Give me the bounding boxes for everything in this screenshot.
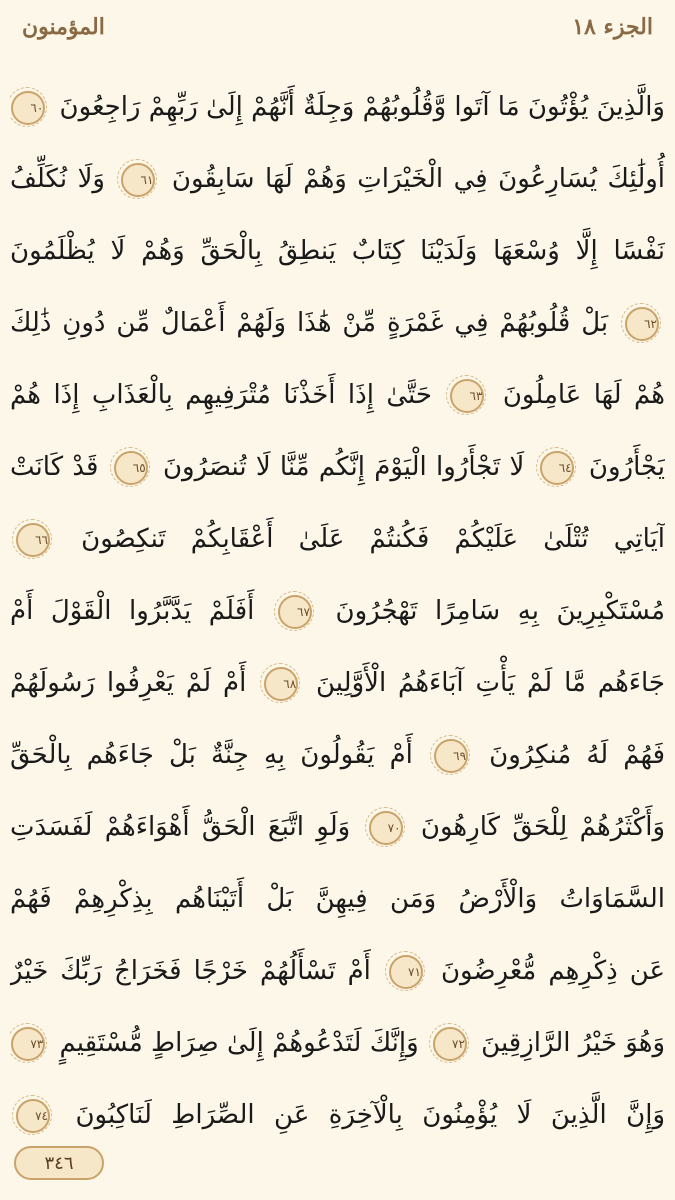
quran-line [10,580,665,642]
quran-line [10,292,665,354]
ayah-number-marker: ٦١ [121,163,155,197]
verse-text: وَالَّذِينَ يُؤْتُونَ مَا آتَوا وَّقُلُوبُهُمْ وَجِلَةٌ أَنَّهُمْ إِلَىٰ رَبِّهِمْ رَاجِعُونَ [59,92,665,122]
quran-line [10,220,665,282]
ayah-number-marker: ٧٢ [433,1027,467,1061]
ayah-number-marker: ٦٢ [625,307,659,341]
verse-text: السَّمَاوَاتُ وَالْأَرْضُ وَمَن فِيهِنَّ بَلْ أَتَيْنَاهُم بِذِكْرِهِمْ فَهُمْ [10,884,665,914]
verse-text: وَلَا نُكَلِّفُ [10,164,105,194]
quran-line [10,940,665,1002]
ayah-number-marker: ٧٠ [369,811,403,845]
verse-text: يَجْأَرُونَ [588,452,665,482]
ayah-number-marker: ٦٣ [450,379,484,413]
verse-text: وَإِنَّكَ لَتَدْعُوهُمْ إِلَىٰ صِرَاطٍ مُّسْتَقِيمٍ [59,1028,419,1058]
verse-text: عَن ذِكْرِهِم مُّعْرِضُونَ [440,956,665,986]
page-footer [14,1146,104,1180]
verse-text: فَهُمْ لَهُ مُنكِرُونَ [489,740,665,770]
quran-line [10,436,665,498]
ayah-number-marker: ٦٤ [540,451,574,485]
ayah-number-marker: ٦٦ [16,523,50,557]
ayah-number-marker: ٧١ [389,955,423,989]
ayah-number-marker: ٧٣ [11,1027,45,1061]
verse-text: أُولَٰئِكَ يُسَارِعُونَ فِي الْخَيْرَاتِ وَهُمْ لَهَا سَابِقُونَ [171,164,665,194]
ayah-number-marker: ٦٨ [264,667,298,701]
quran-line [10,508,665,570]
juz-label: الجزء ١٨ [572,14,653,40]
ayah-number-marker: ٦٧ [278,595,312,629]
ayah-number-marker: ٦٠ [11,91,45,125]
quran-line [10,1012,665,1074]
verse-text: أَمْ لَمْ يَعْرِفُوا رَسُولَهُمْ [10,668,247,698]
verse-text: وَهُوَ خَيْرُ الرَّازِقِينَ [481,1028,665,1058]
surah-name: المؤمنون [22,14,105,40]
verse-text: وَلَوِ اتَّبَعَ الْحَقُّ أَهْوَاءَهُمْ لَفَسَدَتِ [10,812,351,842]
verse-text: هُمْ لَهَا عَامِلُونَ [502,380,665,410]
page-number: ٣٤٦ [14,1146,104,1180]
quran-line [10,724,665,786]
ayah-number-marker: ٧٤ [16,1099,50,1133]
verse-text: حَتَّىٰ إِذَا أَخَذْنَا مُتْرَفِيهِم بِالْعَذَابِ إِذَا هُمْ [10,380,432,410]
quran-line [10,868,665,930]
verse-text: مُسْتَكْبِرِينَ بِهِ سَامِرًا تَهْجُرُونَ [335,596,665,626]
verse-text: وَإِنَّ الَّذِينَ لَا يُؤْمِنُونَ بِالْآخِرَةِ عَنِ الصِّرَاطِ لَنَاكِبُونَ [75,1100,665,1130]
ayah-number-marker: ٦٩ [434,739,468,773]
verse-text: وَأَكْثَرُهُمْ لِلْحَقِّ كَارِهُونَ [420,812,665,842]
quran-line [10,364,665,426]
quran-line [10,1084,665,1146]
verse-text: لَا تَجْأَرُوا الْيَوْمَ إِنَّكُم مِّنَّا لَا تُنصَرُونَ [162,452,525,482]
verse-text: بَلْ قُلُوبُهُمْ فِي غَمْرَةٍ مِّنْ هَٰذَا وَلَهُمْ أَعْمَالٌ مِّن دُونِ ذَٰلِكَ [10,308,609,338]
quran-line [10,76,665,138]
quran-line [10,796,665,858]
ayah-number-marker: ٦٥ [114,451,148,485]
verse-text: آيَاتِي تُتْلَىٰ عَلَيْكُمْ فَكُنتُمْ عَلَىٰ أَعْقَابِكُمْ تَنكِصُونَ [81,524,665,554]
verse-text: أَمْ يَقُولُونَ بِهِ جِنَّةٌ بَلْ جَاءَهُم بِالْحَقِّ [10,740,413,770]
verse-text: أَمْ تَسْأَلُهُمْ خَرْجًا فَخَرَاجُ رَبِّكَ خَيْرٌ [10,956,371,986]
quran-line [10,148,665,210]
quran-line [10,652,665,714]
page-header [0,0,675,64]
verse-text: أَفَلَمْ يَدَّبَّرُوا الْقَوْلَ أَمْ [10,596,255,626]
verse-text: جَاءَهُم مَّا لَمْ يَأْتِ آبَاءَهُمُ الْأَوَّلِينَ [316,668,665,698]
verse-text: نَفْسًا إِلَّا وُسْعَهَا وَلَدَيْنَا كِتَابٌ يَنطِقُ بِالْحَقِّ وَهُمْ لَا يُظْلَمُونَ [10,236,665,266]
verse-text: قَدْ كَانَتْ [10,452,99,482]
